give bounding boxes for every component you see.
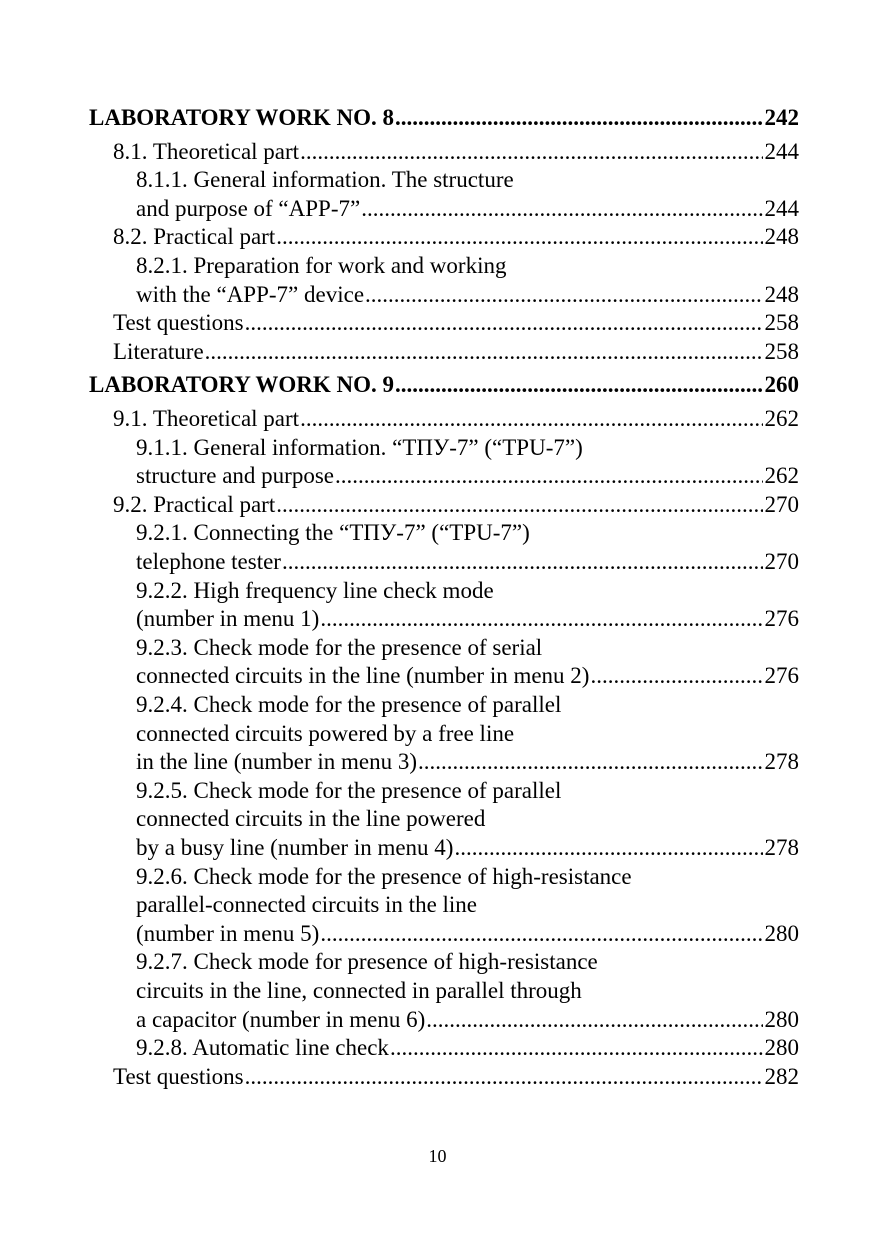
toc-dot-leader [418, 747, 762, 777]
toc-page-number: 244 [764, 195, 799, 221]
toc-page-number: 262 [764, 406, 799, 431]
toc-entry-title: 8.1. Theoretical part [113, 138, 300, 164]
toc-leader-row [136, 919, 799, 949]
toc-page-number: 244 [764, 138, 799, 164]
toc-entry-title: 9.1. Theoretical part [113, 406, 300, 431]
toc-leader-row [113, 337, 799, 367]
toc-entry-title: parallel-connected circuits in the line [136, 892, 478, 918]
toc-entry-line [89, 370, 875, 400]
toc-entry-line [136, 165, 875, 195]
toc-entry-line [136, 547, 875, 577]
toc-entry-title: by a busy line (number in menu 4) [136, 834, 454, 860]
toc-entry-line [113, 308, 875, 338]
toc-entry-line [136, 661, 875, 691]
toc-entry-line [136, 919, 875, 949]
toc-page-number: 262 [764, 463, 799, 489]
toc-entry-line [113, 404, 875, 434]
toc-entry-title: 9.2.5. Check mode for the presence of parallel [136, 777, 562, 803]
toc-entry-line [136, 1005, 875, 1035]
toc-entry-title: connected circuits in the line (number in menu 2) [136, 663, 590, 689]
toc-entry-line [136, 862, 875, 892]
toc-entry-line [113, 490, 875, 520]
toc-entry-line [113, 137, 875, 167]
toc-leader-row [113, 1062, 799, 1092]
toc-dot-leader [300, 404, 762, 434]
toc-entry-title: Test questions [113, 310, 244, 336]
toc-entry-line [89, 103, 875, 133]
toc-entry-title: connected circuits powered by a free line [136, 720, 515, 746]
toc-leader-row [89, 103, 799, 133]
toc-entry-title: and purpose of “APP-7” [136, 195, 361, 221]
toc-page-number: 282 [764, 1063, 799, 1089]
toc-entry-line [136, 433, 875, 463]
toc-leader-row [113, 404, 799, 434]
toc-entry-title: 9.2.7. Check mode for presence of high-resistance [136, 949, 598, 975]
toc-dot-leader [300, 137, 762, 167]
toc-entry-line [136, 719, 875, 749]
toc-entry-title: with the “APP-7” device [136, 281, 365, 307]
toc-entry-title: LABORATORY WORK NO. 9 [89, 372, 395, 398]
toc-leader-row [89, 370, 799, 400]
toc-entry-line [136, 194, 875, 224]
toc-page-number: 280 [764, 1035, 799, 1061]
toc-entry-line [136, 976, 875, 1006]
toc-entry-title: connected circuits in the line powered [136, 806, 486, 832]
toc-entry-title: 9.2.3. Check mode for the presence of serial [136, 634, 543, 660]
toc-leader-row [136, 604, 799, 634]
toc-dot-leader [590, 661, 762, 691]
toc-entry-line [113, 1062, 875, 1092]
toc-page-number: 280 [764, 920, 799, 946]
toc-entry-title: 9.2.2. High frequency line check mode [136, 577, 494, 603]
toc-dot-leader [361, 194, 762, 224]
toc-leader-row [113, 137, 799, 167]
toc-entry-line [136, 518, 875, 548]
toc-leader-row [136, 747, 799, 777]
toc-entry-line [136, 604, 875, 634]
toc-dot-leader [245, 1062, 763, 1092]
toc-dot-leader [426, 1005, 762, 1035]
toc-leader-row [136, 661, 799, 691]
toc-leader-row [136, 1005, 799, 1035]
toc-entry-title: in the line (number in menu 3) [136, 749, 418, 775]
toc-dot-leader [320, 919, 762, 949]
toc-leader-row [136, 1033, 799, 1063]
toc-entry-line [113, 337, 875, 367]
toc-dot-leader [335, 461, 763, 491]
toc-page-number: 248 [764, 281, 799, 307]
toc-dot-leader [276, 490, 762, 520]
toc-entry-title: Literature [113, 338, 204, 364]
toc-entry-title: Test questions [113, 1063, 244, 1089]
toc-entry-line [136, 690, 875, 720]
toc-page-number: 260 [764, 372, 799, 398]
toc-dot-leader [320, 604, 762, 634]
toc-entry-title: 8.2.1. Preparation for work and working [136, 253, 507, 278]
toc-page-number: 270 [764, 548, 799, 574]
toc-dot-leader [454, 833, 762, 863]
toc-entry-title: 9.2. Practical part [113, 491, 276, 517]
toc-entry-line [136, 633, 875, 663]
toc-dot-leader [276, 222, 762, 252]
toc-entry-title: structure and purpose [136, 463, 334, 489]
toc-leader-row [113, 308, 799, 338]
toc-entry-line [136, 280, 875, 310]
toc-leader-row [113, 490, 799, 520]
toc-entry-title: telephone tester [136, 548, 281, 574]
toc-entry-line [136, 1033, 875, 1063]
toc-page-number: 276 [764, 606, 799, 632]
toc-leader-row [136, 547, 799, 577]
toc-entry-title: 9.1.1. General information. “ТПУ-7” (“TPU-7”) [136, 434, 583, 460]
toc-entry-title: LABORATORY WORK NO. 8 [89, 105, 395, 130]
toc-page-number: 242 [764, 105, 799, 130]
toc-page-number: 278 [764, 749, 799, 775]
toc-page-number: 280 [764, 1006, 799, 1032]
toc-entry-line [113, 222, 875, 252]
toc-entry-line [136, 890, 875, 920]
toc-entry-title: (number in menu 5) [136, 920, 320, 946]
toc-entry-line [136, 251, 875, 281]
toc-page-number: 248 [764, 224, 799, 250]
toc-leader-row [113, 222, 799, 252]
toc-entry-title: 9.2.6. Check mode for the presence of high-resistance [136, 863, 632, 889]
toc-dot-leader [395, 370, 762, 400]
toc-dot-leader [395, 103, 762, 133]
toc-entry-title: 9.2.4. Check mode for the presence of parallel [136, 692, 562, 717]
toc-dot-leader [390, 1033, 763, 1063]
toc-page-number: 276 [764, 663, 799, 689]
toc-dot-leader [205, 337, 763, 367]
toc-page-number: 278 [764, 834, 799, 860]
toc-page-number: 258 [764, 338, 799, 364]
toc-dot-leader [365, 280, 762, 310]
toc-entry-title: a capacitor (number in menu 6) [136, 1006, 426, 1032]
page-number: 10 [428, 1146, 447, 1166]
toc-entry-title: 8.1.1. General information. The structure [136, 167, 514, 193]
toc-page-number: 270 [764, 491, 799, 517]
toc-entry-line [136, 747, 875, 777]
toc-entry-line [136, 576, 875, 606]
toc-entry-title: 8.2. Practical part [113, 224, 276, 250]
toc-entry-line [136, 804, 875, 834]
toc-leader-row [136, 280, 799, 310]
toc-entry-title: 9.2.1. Connecting the “ТПУ-7” (“TPU-7”) [136, 520, 530, 546]
toc-leader-row [136, 833, 799, 863]
toc-entry-line [136, 776, 875, 806]
toc-entry-title: 9.2.8. Automatic line check [136, 1035, 389, 1061]
toc-entry-line [136, 461, 875, 491]
toc-entry-title: circuits in the line, connected in parallel through [136, 977, 582, 1003]
toc-dot-leader [282, 547, 763, 577]
toc-entry-title: (number in menu 1) [136, 606, 320, 632]
toc-leader-row [136, 461, 799, 491]
toc-entry-line [136, 947, 875, 977]
toc-leader-row [136, 194, 799, 224]
toc-entry-line [136, 833, 875, 863]
toc-dot-leader [245, 308, 763, 338]
toc-page-number: 258 [764, 310, 799, 336]
